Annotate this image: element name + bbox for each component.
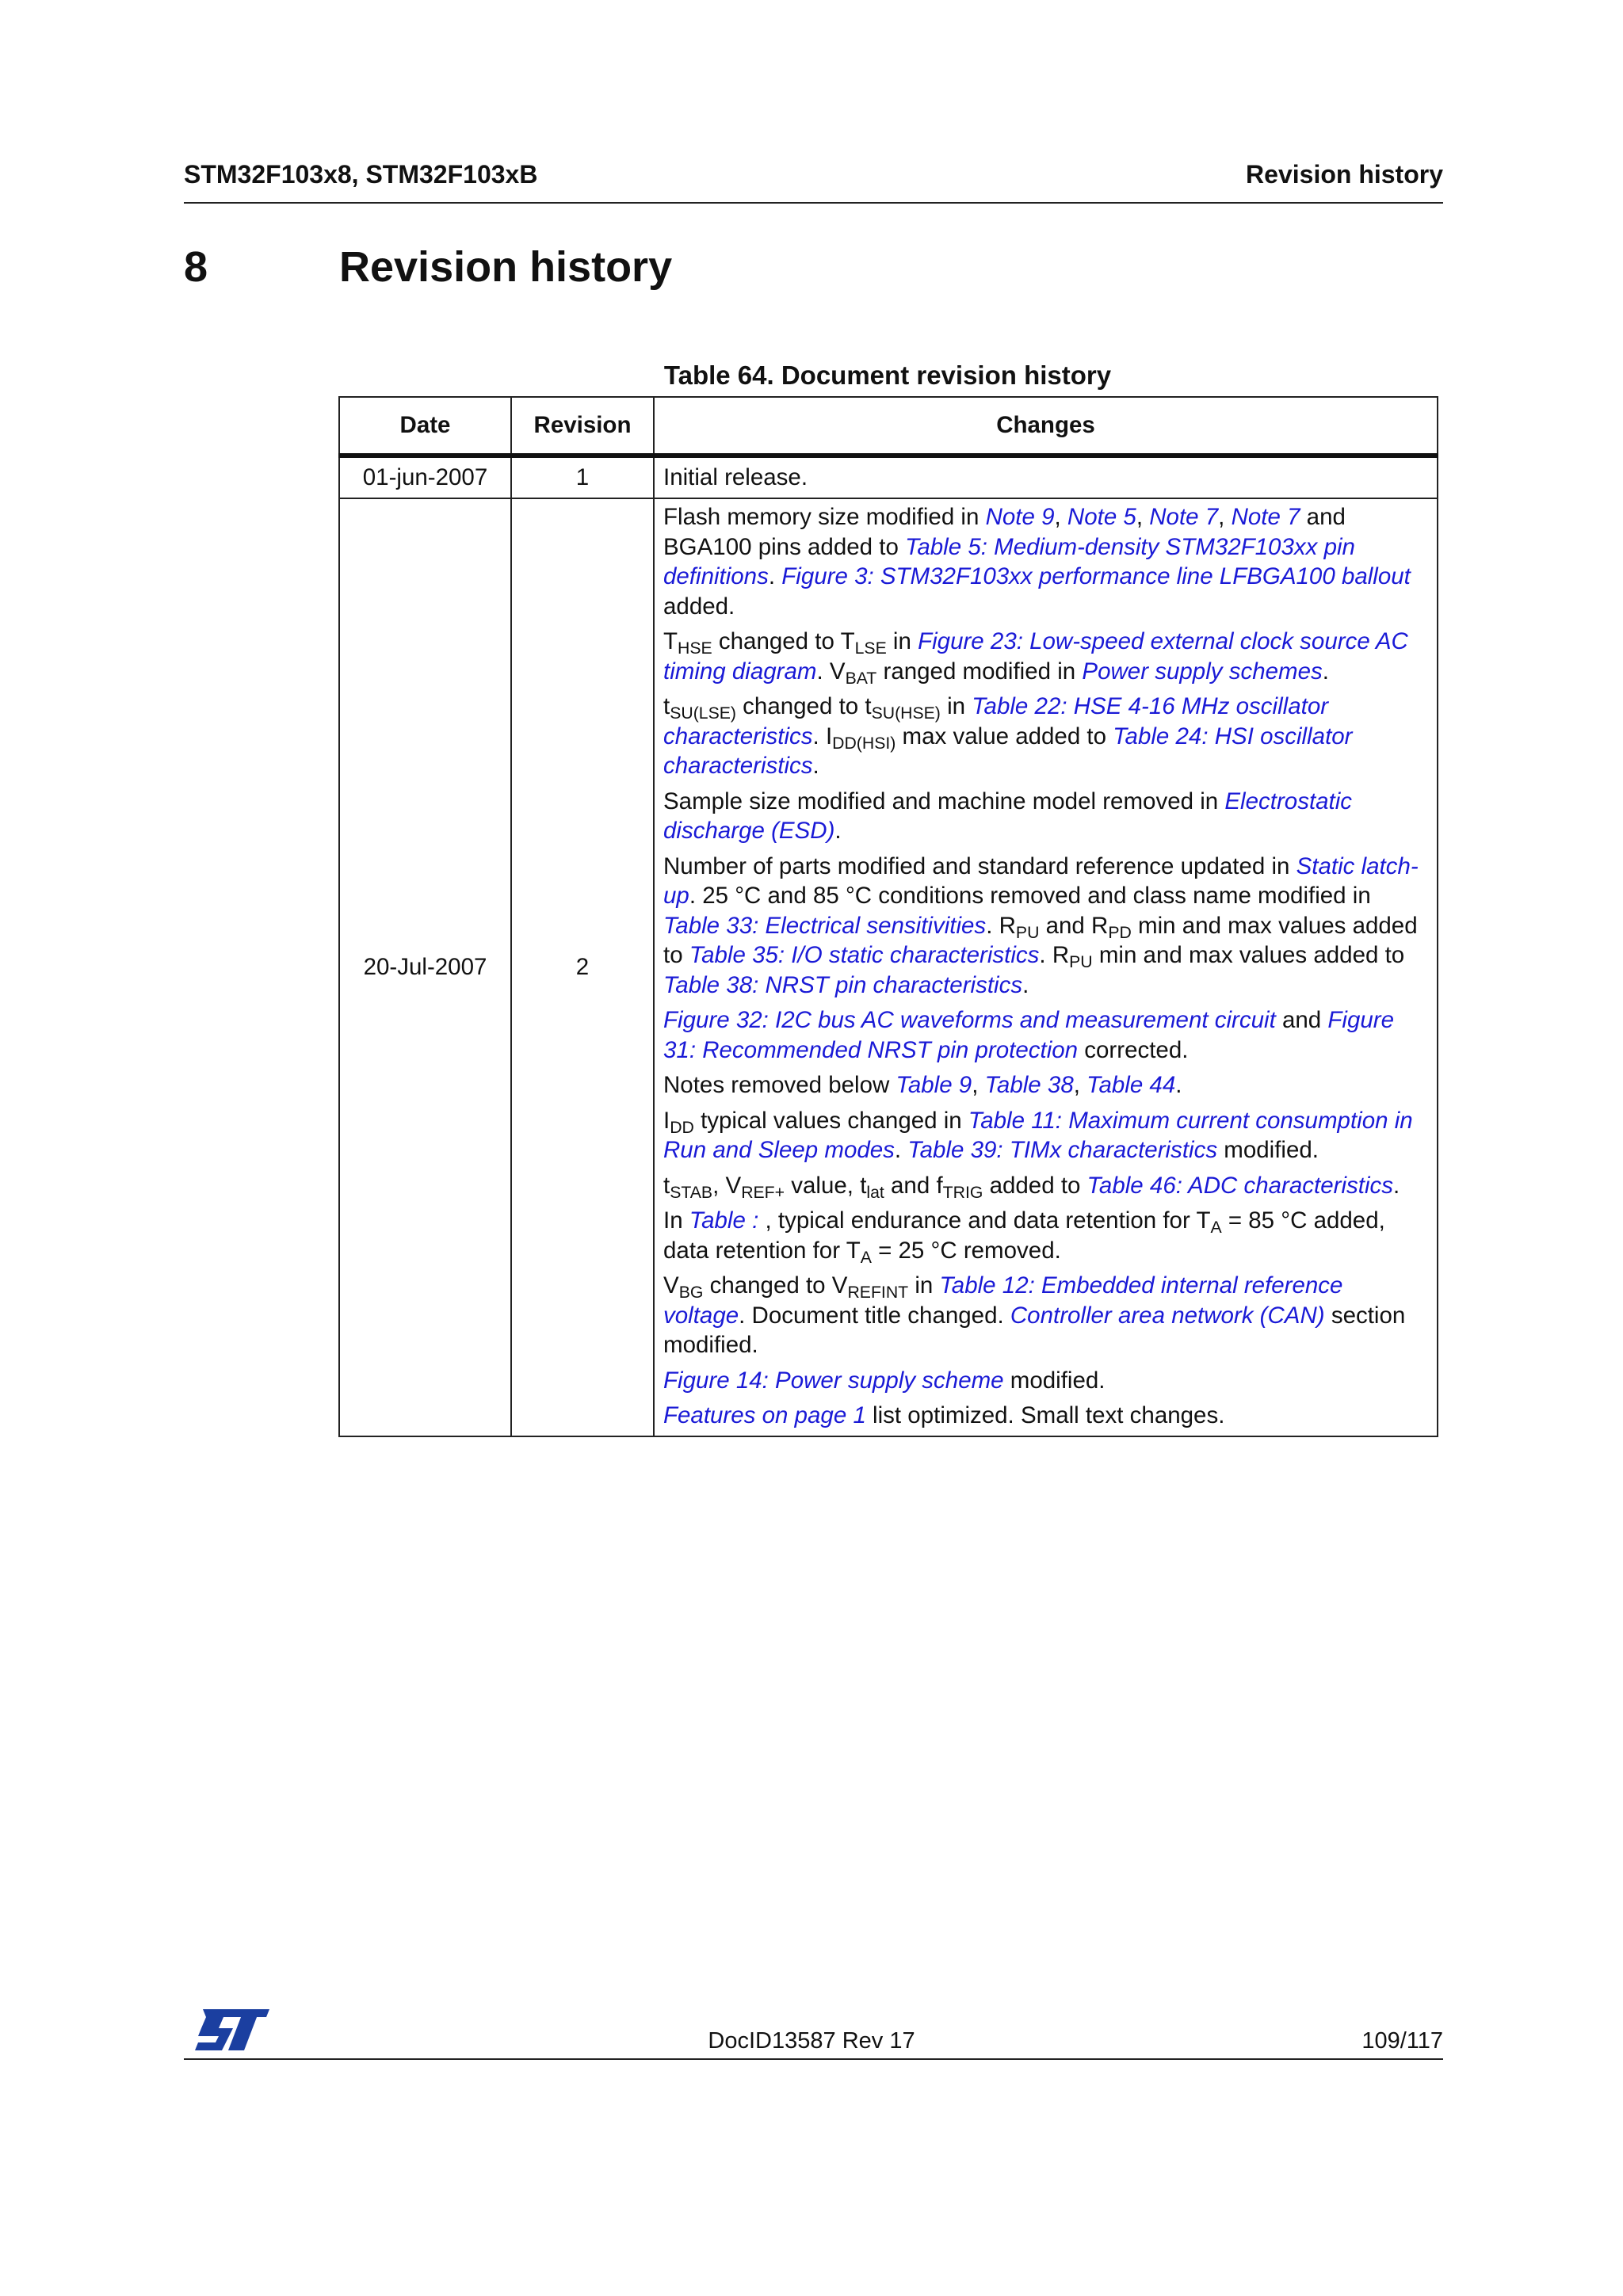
cross-reference-link[interactable]: Table 38: NRST pin characteristics: [663, 971, 1023, 998]
cross-reference-link[interactable]: Note 9: [985, 504, 1055, 530]
change-text: .: [1039, 942, 1052, 968]
change-text: section modified.: [663, 1302, 1406, 1358]
cross-reference-link[interactable]: Static latch-up: [663, 852, 1419, 909]
symbol-subscript: DD(HSI): [832, 733, 896, 753]
cross-reference-link[interactable]: Figure 14: Power supply scheme: [663, 1367, 1004, 1394]
change-item: [663, 1070, 1429, 1100]
change-text: ranged modified in: [876, 658, 1083, 685]
table-header-row: [339, 397, 1438, 456]
change-text: .: [1022, 971, 1029, 998]
cross-reference-link[interactable]: Table :: [689, 1207, 759, 1234]
change-item: [663, 627, 1429, 686]
change-text: ,: [1136, 504, 1150, 530]
date-cell: 20-Jul-2007: [339, 498, 511, 1436]
cross-reference-link[interactable]: Table 44: [1086, 1072, 1176, 1098]
document-id: DocID13587 Rev 17: [708, 2028, 915, 2054]
cross-reference-link[interactable]: Figure 3: STM32F103xx performance line LFBGA100 ballout: [781, 563, 1411, 589]
symbol-subscript: HSE: [678, 639, 712, 658]
revision-cell: 1: [511, 456, 654, 498]
change-text: ,: [1073, 1072, 1087, 1098]
table-row: [339, 456, 1438, 498]
symbol-base: V: [831, 1272, 848, 1299]
header-rule: [184, 202, 1443, 204]
change-text: Flash memory size modified in: [663, 504, 986, 530]
symbol-subscript: SU(LSE): [670, 704, 736, 723]
change-text: Sample size modified and machine model removed in: [663, 788, 1225, 814]
change-item: [663, 1005, 1429, 1065]
date-cell: 01-jun-2007: [339, 456, 511, 498]
change-text: Notes removed below: [663, 1072, 896, 1098]
column-header-revision: Revision: [511, 397, 654, 456]
symbol-base: I: [663, 1107, 670, 1134]
cross-reference-link[interactable]: Table 12: Embedded internal reference voltage: [663, 1272, 1343, 1329]
change-text: .: [834, 818, 842, 844]
symbol-subscript: lat: [866, 1182, 884, 1202]
change-item: [663, 1206, 1429, 1265]
symbol-subscript: TRIG: [942, 1182, 983, 1202]
change-item: [663, 692, 1429, 781]
change-text: min and max values added to: [663, 912, 1418, 968]
change-text: and: [884, 1172, 937, 1199]
change-text: in: [940, 693, 972, 719]
cross-reference-link[interactable]: Note 7: [1231, 504, 1300, 530]
change-text: ,: [1218, 504, 1232, 530]
change-text: .: [1175, 1072, 1182, 1098]
cross-reference-link[interactable]: Table 35: I/O static characteristics: [689, 942, 1040, 968]
change-text: ,: [712, 1172, 726, 1199]
symbol-subscript: SU(HSE): [871, 704, 941, 723]
symbol-base: T: [840, 628, 855, 654]
change-text: In: [663, 1207, 689, 1234]
table-caption: Table 64. Document revision history: [663, 360, 1112, 390]
change-text: = 25 °C removed.: [871, 1237, 1061, 1264]
cross-reference-link[interactable]: Table 38: [984, 1072, 1074, 1098]
symbol-base: t: [860, 1172, 867, 1199]
change-text: max value added to: [896, 723, 1113, 749]
cross-reference-link[interactable]: Table 5: Medium-density STM32F103xx pin definitions: [663, 533, 1355, 589]
column-header-changes: Changes: [654, 397, 1438, 456]
change-text: . Document title changed.: [739, 1302, 1010, 1329]
change-text: .: [812, 723, 826, 749]
symbol-base: I: [825, 723, 833, 749]
change-text: , typical endurance and data retention for: [758, 1207, 1197, 1234]
change-text: = 85 °C added, data retention for: [663, 1207, 1385, 1264]
symbol-base: T: [663, 628, 678, 654]
symbol-base: R: [999, 912, 1016, 939]
symbol-subscript: PU: [1069, 952, 1093, 971]
change-item: [663, 852, 1429, 1001]
change-text: .: [894, 1137, 908, 1163]
revision-cell: 2: [511, 498, 654, 1436]
section-number: 8: [184, 243, 208, 291]
cross-reference-link[interactable]: Figure 23: Low-speed external clock source AC timing diagram: [663, 628, 1408, 685]
change-text: added to: [983, 1172, 1087, 1199]
change-text: and: [1039, 912, 1092, 939]
symbol-subscript: STAB: [670, 1182, 713, 1202]
symbol-subscript: REFINT: [847, 1283, 909, 1302]
symbol-base: t: [865, 693, 872, 719]
symbol-base: V: [829, 658, 846, 685]
footer-rule: [184, 2058, 1443, 2060]
symbol-subscript: PD: [1108, 922, 1132, 942]
change-item: [663, 1401, 1429, 1431]
cross-reference-link[interactable]: Table 22: HSE 4-16 MHz oscillator characteristics: [663, 693, 1329, 749]
section-title: Revision history: [339, 243, 673, 291]
change-text: .: [812, 753, 819, 779]
change-text: changed to: [703, 1272, 832, 1299]
change-text: .: [986, 912, 999, 939]
symbol-subscript: LSE: [854, 639, 887, 658]
symbol-base: V: [663, 1272, 679, 1299]
symbol-base: R: [1091, 912, 1109, 939]
symbol-subscript: A: [860, 1247, 872, 1267]
change-text: in: [886, 628, 918, 654]
cross-reference-link[interactable]: Electrostatic discharge (ESD): [663, 788, 1353, 844]
change-item: [663, 1366, 1429, 1396]
cross-reference-link[interactable]: Table 24: HSI oscillator characteristics: [663, 723, 1353, 779]
change-text: list optimized. Small text changes.: [865, 1402, 1225, 1428]
change-text: added.: [663, 593, 735, 620]
running-header-section: Revision history: [1246, 160, 1443, 189]
change-text: typical values changed in: [693, 1107, 968, 1134]
change-text: ,: [1054, 504, 1067, 530]
change-text: .: [768, 563, 782, 589]
symbol-subscript: A: [1210, 1218, 1222, 1237]
cross-reference-link[interactable]: Table 9: [896, 1072, 972, 1098]
revision-history-table: [338, 396, 1438, 1437]
cross-reference-link[interactable]: Controller area network (CAN): [1010, 1302, 1325, 1329]
change-text: corrected.: [1078, 1036, 1189, 1063]
change-text: ,: [972, 1072, 985, 1098]
cross-reference-link[interactable]: Figure 32: I2C bus AC waveforms and measurement circuit: [663, 1007, 1276, 1033]
running-header-title: STM32F103x8, STM32F103xB: [184, 160, 538, 189]
change-text: modified.: [1003, 1367, 1106, 1394]
symbol-base: T: [846, 1237, 861, 1264]
change-item: [663, 1106, 1429, 1165]
symbol-subscript: PU: [1015, 922, 1040, 942]
change-item: [663, 787, 1429, 846]
cross-reference-link[interactable]: Note 5: [1067, 504, 1136, 530]
symbol-base: t: [663, 693, 670, 719]
changes-cell: [654, 498, 1438, 1436]
symbol-subscript: BAT: [845, 668, 877, 688]
change-text: modified.: [1217, 1137, 1319, 1163]
change-text: min and max values added to: [1092, 942, 1405, 968]
change-text: changed to: [735, 693, 865, 719]
change-text: . 25 °C and 85 °C conditions removed and class name modified in: [689, 883, 1371, 909]
cross-reference-link[interactable]: Figure 31: Recommended NRST pin protection: [663, 1007, 1395, 1063]
cross-reference-link[interactable]: Features on page 1: [663, 1402, 866, 1428]
symbol-base: t: [663, 1172, 670, 1199]
symbol-base: V: [725, 1172, 742, 1199]
symbol-base: T: [1196, 1207, 1211, 1234]
change-text: .: [1393, 1172, 1400, 1199]
change-text: and: [1275, 1007, 1328, 1033]
changes-cell: Initial release.: [654, 456, 1438, 498]
column-header-date: Date: [339, 397, 511, 456]
cross-reference-link[interactable]: Power supply schemes: [1082, 658, 1323, 685]
change-text: and BGA100 pins added to: [663, 504, 1346, 560]
change-text: Number of parts modified and standard reference updated in: [663, 852, 1296, 879]
change-text: value,: [785, 1172, 861, 1199]
cross-reference-link[interactable]: Table 46: ADC characteristics: [1086, 1172, 1394, 1199]
cross-reference-link[interactable]: Table 33: Electrical sensitivities: [663, 912, 987, 939]
table-row: [339, 498, 1438, 1436]
symbol-base: R: [1052, 942, 1070, 968]
change-item: [663, 1271, 1429, 1360]
change-item: [663, 1171, 1429, 1201]
page-number: 109/117: [1361, 2028, 1443, 2054]
cross-reference-link[interactable]: Table 11: Maximum current consumption in Run and Sleep modes: [663, 1107, 1413, 1163]
cross-reference-link[interactable]: Note 7: [1149, 504, 1219, 530]
symbol-subscript: DD: [670, 1117, 694, 1137]
change-text: .: [1322, 658, 1329, 685]
cross-reference-link[interactable]: Table 39: TIMx characteristics: [907, 1137, 1218, 1163]
change-text: changed to: [712, 628, 841, 654]
symbol-subscript: BG: [678, 1283, 704, 1302]
change-item: [663, 502, 1429, 621]
change-text: in: [908, 1272, 940, 1299]
symbol-base: f: [936, 1172, 943, 1199]
symbol-subscript: REF+: [741, 1182, 785, 1202]
change-text: .: [816, 658, 830, 685]
